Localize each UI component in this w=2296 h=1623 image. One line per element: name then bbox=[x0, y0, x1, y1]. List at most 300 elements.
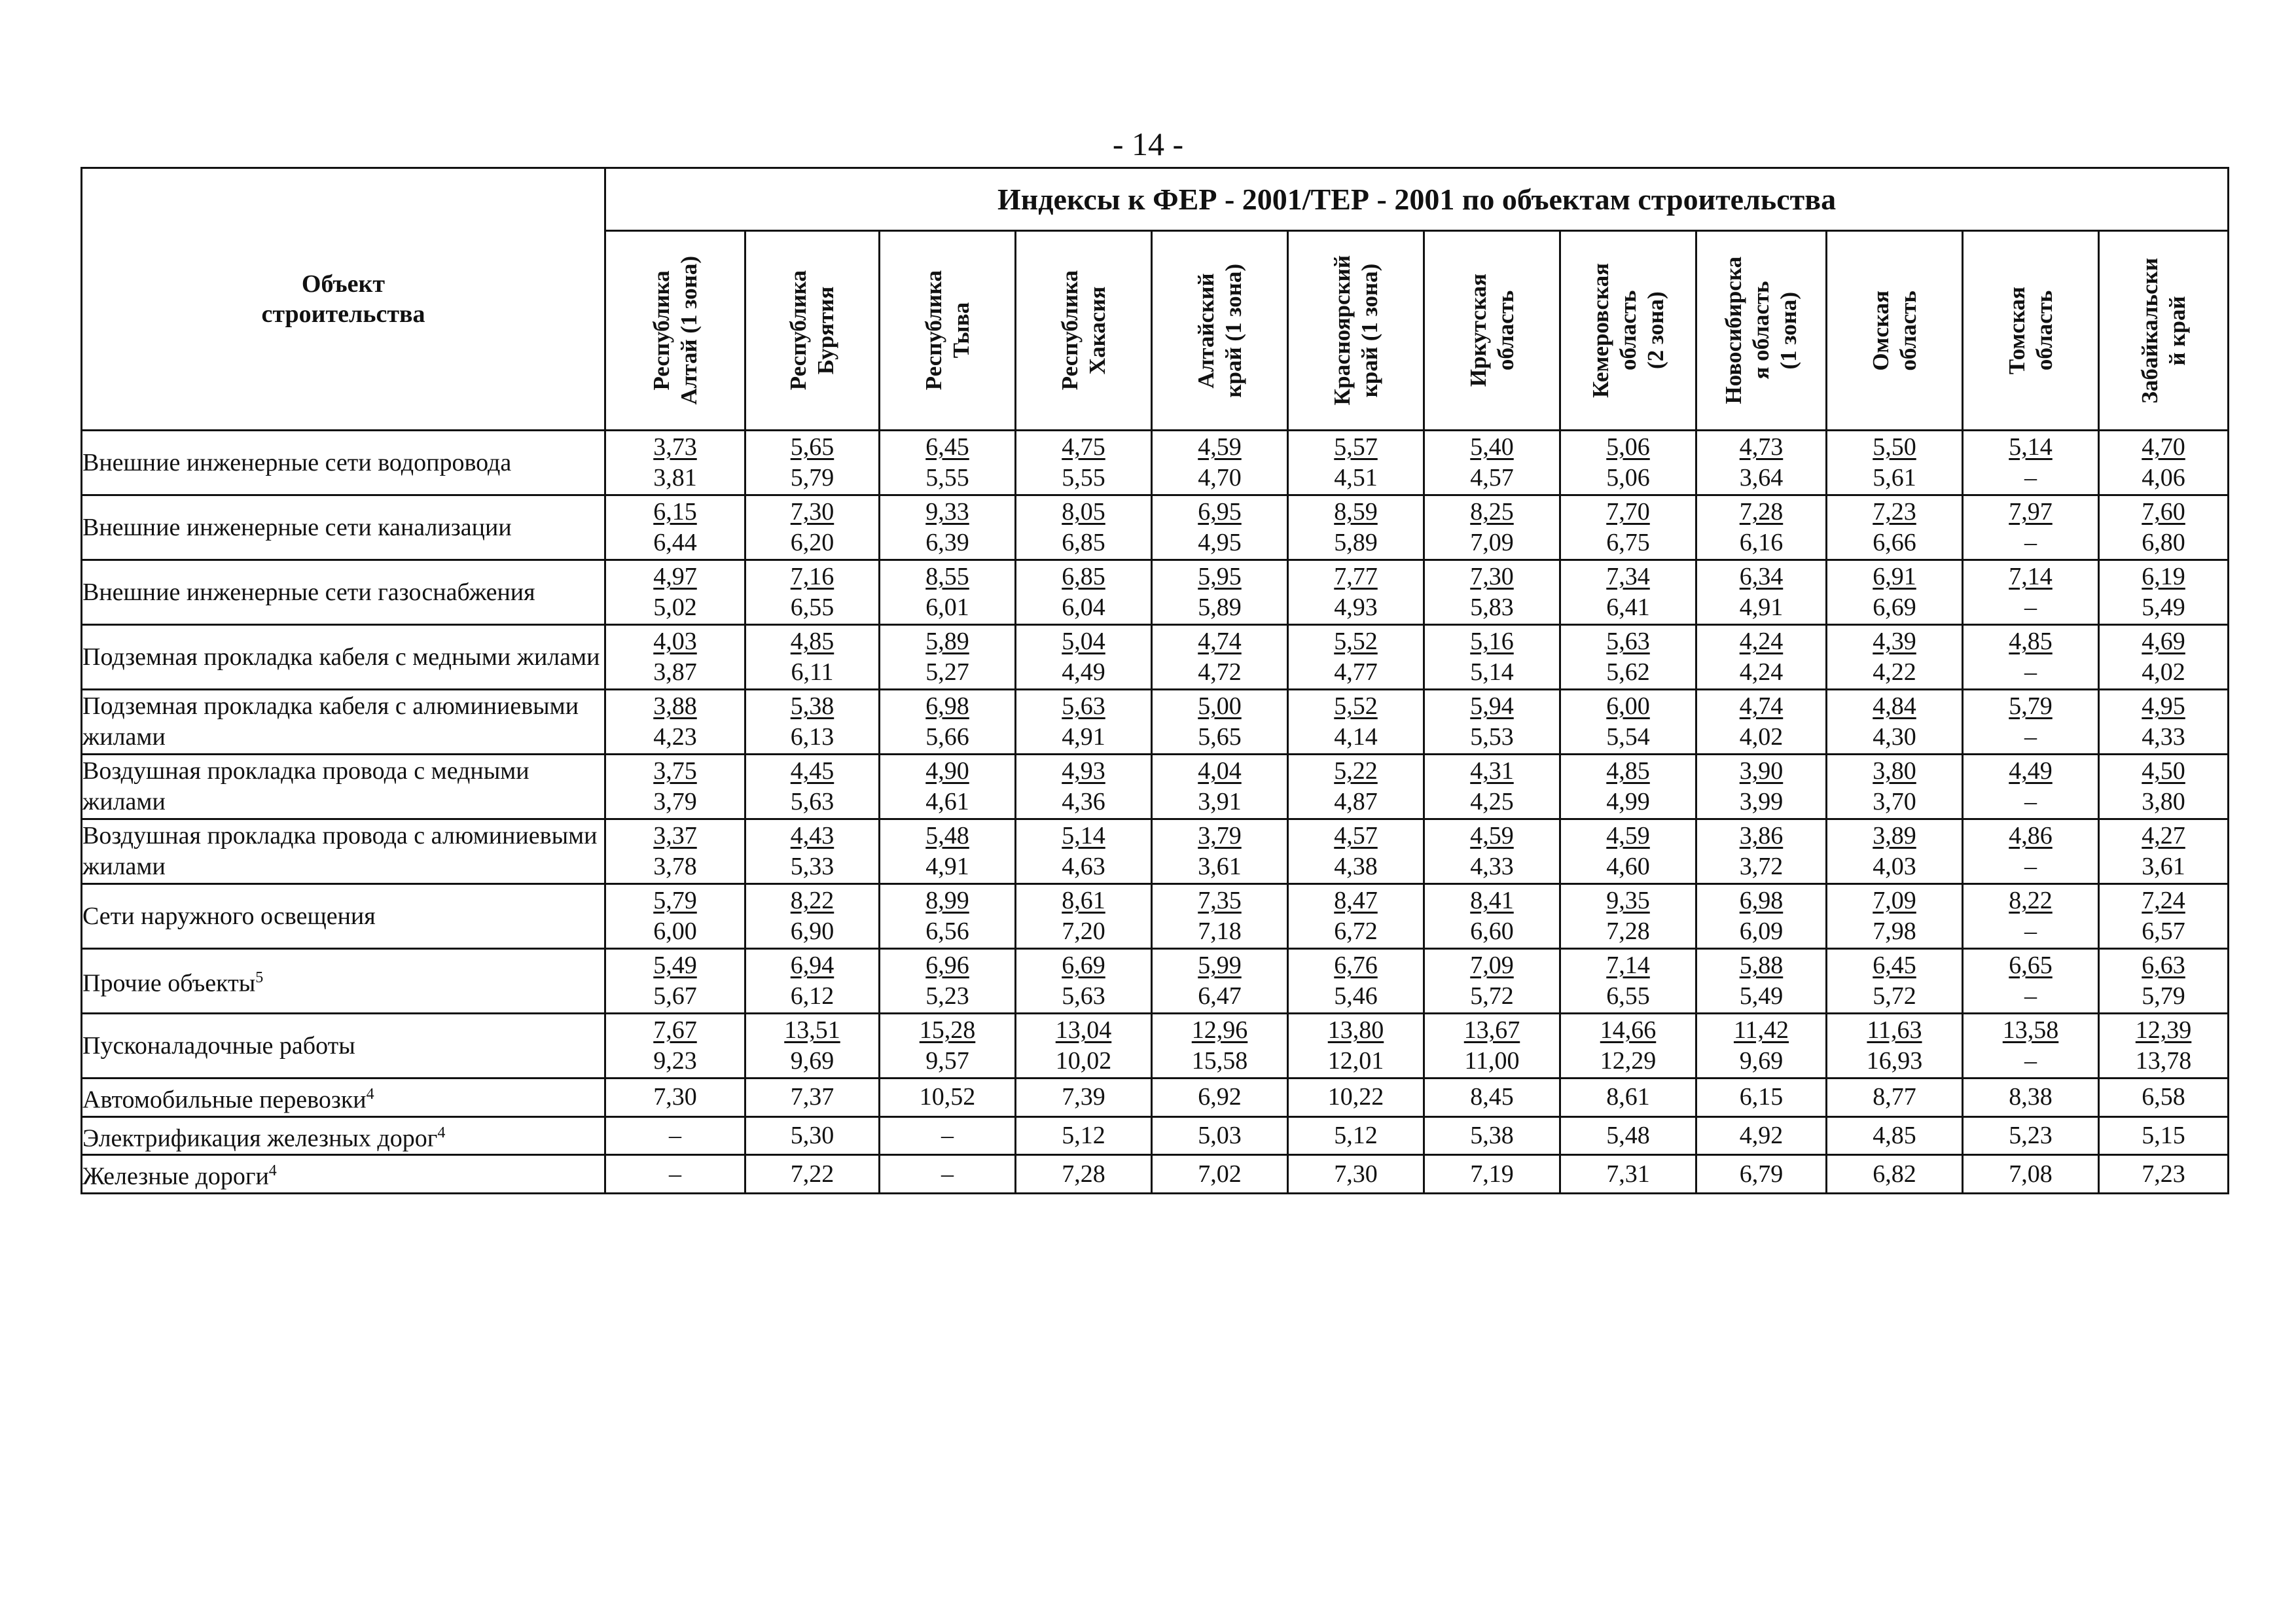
index-value: 8,45 bbox=[1470, 1083, 1514, 1111]
index-value: – bbox=[669, 1121, 681, 1149]
index-value-top: 6,63 bbox=[2142, 952, 2185, 979]
object-column-header bbox=[82, 168, 605, 431]
index-cell bbox=[1016, 949, 1152, 1014]
index-cell bbox=[2099, 884, 2229, 949]
index-value-bottom: 5,79 bbox=[790, 464, 834, 491]
index-cell bbox=[1696, 1079, 1827, 1117]
object-name: Пусконаладочные работы bbox=[82, 1031, 355, 1060]
index-value-top: 6,45 bbox=[1873, 952, 1916, 979]
index-value-bottom: 7,09 bbox=[1470, 529, 1514, 556]
index-value: 8,61 bbox=[1606, 1083, 1650, 1111]
index-value-top: 12,96 bbox=[1191, 1016, 1248, 1044]
index-value-bottom: 3,79 bbox=[653, 788, 697, 815]
index-value-bottom: 4,61 bbox=[925, 788, 969, 815]
index-value-bottom: 4,33 bbox=[1470, 853, 1514, 880]
table-row bbox=[82, 1116, 2229, 1155]
index-cell bbox=[1827, 1155, 1963, 1194]
index-value-top: 7,14 bbox=[1606, 952, 1650, 979]
region-header-label: Омская область bbox=[1867, 290, 1921, 371]
index-value-bottom: 5,67 bbox=[653, 982, 697, 1010]
object-name-cell bbox=[82, 690, 605, 755]
index-value-top: 4,04 bbox=[1198, 757, 1242, 785]
index-value-top: 5,52 bbox=[1334, 692, 1378, 720]
index-cell bbox=[1152, 560, 1288, 625]
index-cell bbox=[745, 819, 880, 884]
object-name: Автомобильные перевозки bbox=[82, 1086, 367, 1114]
index-value-bottom: 5,27 bbox=[925, 658, 969, 686]
index-cell bbox=[1963, 1014, 2099, 1079]
index-cell bbox=[1560, 1155, 1696, 1194]
index-value-bottom: 5,53 bbox=[1470, 723, 1514, 751]
index-value-top: 4,93 bbox=[1062, 757, 1105, 785]
index-value-top: 7,70 bbox=[1606, 498, 1650, 526]
index-value-top: 4,74 bbox=[1739, 692, 1784, 720]
index-cell bbox=[1560, 755, 1696, 819]
index-value-top: 4,59 bbox=[1606, 822, 1650, 849]
index-value-top: 5,40 bbox=[1470, 433, 1514, 461]
index-value-top: 6,96 bbox=[925, 952, 969, 979]
index-value-bottom: 4,36 bbox=[1062, 788, 1105, 815]
index-value-top: 12,39 bbox=[2135, 1016, 2192, 1044]
object-name-cell bbox=[82, 1155, 605, 1194]
index-value-top: 5,89 bbox=[925, 628, 969, 655]
index-cell bbox=[1560, 495, 1696, 560]
index-value-bottom: 6,90 bbox=[790, 918, 834, 945]
index-value-bottom: – bbox=[2024, 853, 2037, 880]
index-cell bbox=[880, 431, 1016, 495]
index-value-top: 4,27 bbox=[2142, 822, 2185, 849]
index-cell bbox=[1016, 495, 1152, 560]
index-value-top: 5,48 bbox=[925, 822, 969, 849]
index-cell bbox=[1424, 625, 1560, 690]
index-cell bbox=[880, 819, 1016, 884]
index-value: 7,30 bbox=[653, 1083, 697, 1111]
index-value-top: 6,34 bbox=[1739, 563, 1784, 590]
index-value: 4,85 bbox=[1873, 1121, 1916, 1149]
index-cell bbox=[1827, 690, 1963, 755]
index-value-bottom: 4,93 bbox=[1334, 594, 1378, 621]
index-value-bottom: 5,33 bbox=[790, 853, 834, 880]
index-value-bottom: 7,18 bbox=[1198, 918, 1242, 945]
index-value-bottom: 6,16 bbox=[1739, 529, 1784, 556]
index-value-top: 4,84 bbox=[1873, 692, 1916, 720]
index-value-top: 6,94 bbox=[790, 952, 834, 979]
index-value-bottom: 4,51 bbox=[1334, 464, 1378, 491]
index-value-bottom: 6,00 bbox=[653, 918, 697, 945]
index-value: 7,37 bbox=[790, 1083, 834, 1111]
index-cell bbox=[605, 560, 745, 625]
index-value-top: 5,95 bbox=[1198, 563, 1242, 590]
index-cell bbox=[1016, 560, 1152, 625]
index-value: 7,30 bbox=[1334, 1160, 1378, 1188]
index-cell bbox=[1288, 560, 1424, 625]
index-cell bbox=[1016, 1079, 1152, 1117]
table-row bbox=[82, 884, 2229, 949]
index-value-bottom: 12,29 bbox=[1600, 1047, 1657, 1075]
index-value-bottom: 9,69 bbox=[1739, 1047, 1784, 1075]
index-cell bbox=[1016, 884, 1152, 949]
index-value-top: 5,00 bbox=[1198, 692, 1242, 720]
index-cell bbox=[1288, 755, 1424, 819]
index-cell bbox=[1424, 431, 1560, 495]
index-value-top: 8,55 bbox=[925, 563, 969, 590]
index-cell bbox=[2099, 819, 2229, 884]
index-cell bbox=[1152, 819, 1288, 884]
index-cell bbox=[1560, 1116, 1696, 1155]
region-header bbox=[2099, 231, 2229, 431]
index-cell bbox=[880, 1116, 1016, 1155]
index-cell bbox=[1016, 690, 1152, 755]
index-value-bottom: 5,89 bbox=[1334, 529, 1378, 556]
index-cell bbox=[605, 884, 745, 949]
object-name-cell bbox=[82, 819, 605, 884]
index-value-bottom: 4,63 bbox=[1062, 853, 1105, 880]
index-value-bottom: 7,28 bbox=[1606, 918, 1650, 945]
index-cell bbox=[1963, 690, 2099, 755]
index-value-bottom: 4,49 bbox=[1062, 658, 1105, 686]
index-value: 6,82 bbox=[1873, 1160, 1916, 1188]
index-cell bbox=[1696, 1155, 1827, 1194]
region-header bbox=[605, 231, 745, 431]
object-name: Сети наружного освещения bbox=[82, 902, 376, 930]
index-cell bbox=[1696, 755, 1827, 819]
index-value-bottom: 6,55 bbox=[1606, 982, 1650, 1010]
index-cell bbox=[880, 1014, 1016, 1079]
index-cell bbox=[1827, 1079, 1963, 1117]
index-cell bbox=[1288, 495, 1424, 560]
index-cell bbox=[745, 949, 880, 1014]
index-cell bbox=[880, 755, 1016, 819]
index-cell bbox=[745, 625, 880, 690]
index-cell bbox=[1016, 431, 1152, 495]
index-cell bbox=[1827, 819, 1963, 884]
index-value-top: 4,85 bbox=[790, 628, 834, 655]
index-value-top: 3,89 bbox=[1873, 822, 1916, 849]
index-value-bottom: 5,66 bbox=[925, 723, 969, 751]
footnote-marker: 4 bbox=[268, 1162, 277, 1180]
index-cell bbox=[2099, 1116, 2229, 1155]
object-name: Электрификация железных дорог bbox=[82, 1124, 438, 1152]
index-cell bbox=[1827, 625, 1963, 690]
index-value: 7,22 bbox=[790, 1160, 834, 1188]
object-name-cell bbox=[82, 1116, 605, 1155]
index-cell bbox=[1827, 431, 1963, 495]
index-cell bbox=[880, 884, 1016, 949]
index-value-top: 4,73 bbox=[1739, 433, 1784, 461]
index-cell bbox=[1696, 1116, 1827, 1155]
index-value-bottom: 4,03 bbox=[1873, 853, 1916, 880]
table-row bbox=[82, 1014, 2229, 1079]
index-cell bbox=[1963, 819, 2099, 884]
index-value-top: 5,04 bbox=[1062, 628, 1105, 655]
index-value-top: 7,67 bbox=[653, 1016, 697, 1044]
index-cell bbox=[2099, 625, 2229, 690]
index-value-bottom: 6,75 bbox=[1606, 529, 1650, 556]
index-value-bottom: 4,23 bbox=[653, 723, 697, 751]
index-value-top: 8,99 bbox=[925, 887, 969, 914]
object-name: Железные дороги bbox=[82, 1162, 269, 1190]
index-value: 7,08 bbox=[2009, 1160, 2053, 1188]
index-cell bbox=[1560, 819, 1696, 884]
index-cell bbox=[1016, 625, 1152, 690]
index-cell bbox=[1152, 690, 1288, 755]
index-cell bbox=[745, 431, 880, 495]
table-row bbox=[82, 949, 2229, 1014]
index-value-top: 14,66 bbox=[1600, 1016, 1657, 1044]
index-value-top: 5,99 bbox=[1198, 952, 1242, 979]
index-cell bbox=[1560, 1079, 1696, 1117]
index-cell bbox=[1016, 1155, 1152, 1194]
index-value-bottom: 6,13 bbox=[790, 723, 834, 751]
index-value-bottom: – bbox=[2024, 982, 2037, 1010]
index-cell bbox=[605, 819, 745, 884]
index-value-top: 9,35 bbox=[1606, 887, 1650, 914]
index-value-bottom: 9,23 bbox=[653, 1047, 697, 1075]
index-value-top: 7,28 bbox=[1739, 498, 1784, 526]
index-value: 10,22 bbox=[1327, 1083, 1384, 1111]
index-cell bbox=[605, 1155, 745, 1194]
index-cell bbox=[745, 884, 880, 949]
index-cell bbox=[1424, 1079, 1560, 1117]
index-value-top: 5,79 bbox=[2009, 692, 2053, 720]
index-value-bottom: 4,02 bbox=[2142, 658, 2185, 686]
index-cell bbox=[745, 560, 880, 625]
table-row bbox=[82, 625, 2229, 690]
index-value-bottom: 6,55 bbox=[790, 594, 834, 621]
index-value-bottom: 5,83 bbox=[1470, 594, 1514, 621]
index-value-bottom: 4,91 bbox=[925, 853, 969, 880]
footnote-marker: 5 bbox=[255, 969, 264, 987]
index-value: – bbox=[941, 1121, 954, 1149]
construction-index-table bbox=[81, 167, 2229, 1194]
index-value-top: 13,58 bbox=[2002, 1016, 2059, 1044]
index-value-top: 5,52 bbox=[1334, 628, 1378, 655]
object-header-text: Объект строительства bbox=[261, 270, 425, 328]
index-cell bbox=[1424, 1014, 1560, 1079]
index-cell bbox=[1016, 819, 1152, 884]
index-cell bbox=[1560, 625, 1696, 690]
index-cell bbox=[605, 1079, 745, 1117]
index-value-bottom: 4,72 bbox=[1198, 658, 1242, 686]
index-value-top: 7,16 bbox=[790, 563, 834, 590]
region-header-label: Республика Алтай (1 зона) bbox=[648, 256, 702, 405]
index-cell bbox=[1424, 819, 1560, 884]
index-value-bottom: 4,06 bbox=[2142, 464, 2185, 491]
index-value-top: 4,39 bbox=[1873, 628, 1916, 655]
index-value: 5,03 bbox=[1198, 1121, 1242, 1149]
index-value-bottom: 5,62 bbox=[1606, 658, 1650, 686]
index-value-bottom: 6,44 bbox=[653, 529, 697, 556]
index-value-top: 8,25 bbox=[1470, 498, 1514, 526]
index-value-top: 4,03 bbox=[653, 628, 697, 655]
object-name: Внешние инженерные сети водопровода bbox=[82, 448, 512, 476]
index-value-top: 7,09 bbox=[1470, 952, 1514, 979]
index-value-bottom: 4,22 bbox=[1873, 658, 1916, 686]
index-cell bbox=[2099, 949, 2229, 1014]
index-value-top: 6,45 bbox=[925, 433, 969, 461]
index-cell bbox=[1288, 431, 1424, 495]
index-cell bbox=[1152, 625, 1288, 690]
index-value-top: 7,35 bbox=[1198, 887, 1242, 914]
index-value-bottom: 4,77 bbox=[1334, 658, 1378, 686]
index-value-top: 5,50 bbox=[1873, 433, 1916, 461]
index-value: 5,15 bbox=[2142, 1121, 2185, 1149]
index-cell bbox=[1696, 1014, 1827, 1079]
table-row bbox=[82, 755, 2229, 819]
index-cell bbox=[2099, 1014, 2229, 1079]
index-value-top: 6,15 bbox=[653, 498, 697, 526]
index-value-top: 4,59 bbox=[1470, 822, 1514, 849]
index-cell bbox=[2099, 1155, 2229, 1194]
index-cell bbox=[1963, 495, 2099, 560]
index-value-bottom: 6,01 bbox=[925, 594, 969, 621]
index-cell bbox=[1696, 560, 1827, 625]
index-value-bottom: 4,14 bbox=[1334, 723, 1378, 751]
region-header bbox=[1827, 231, 1963, 431]
index-cell bbox=[1152, 1116, 1288, 1155]
index-value-top: 7,97 bbox=[2009, 498, 2053, 526]
index-value-bottom: 15,58 bbox=[1191, 1047, 1248, 1075]
index-cell bbox=[1560, 690, 1696, 755]
region-header-label: Забайкальски й край bbox=[2136, 257, 2190, 404]
index-value-top: 6,98 bbox=[925, 692, 969, 720]
index-value-bottom: – bbox=[2024, 788, 2037, 815]
index-value-top: 6,95 bbox=[1198, 498, 1242, 526]
index-cell bbox=[605, 755, 745, 819]
index-cell bbox=[1288, 1079, 1424, 1117]
region-header-label: Алтайский край (1 зона) bbox=[1193, 263, 1246, 398]
region-header-label: Томская область bbox=[2003, 286, 2057, 375]
region-header-label: Республика Хакасия bbox=[1056, 270, 1110, 391]
index-cell bbox=[1152, 949, 1288, 1014]
index-value-bottom: 6,69 bbox=[1873, 594, 1916, 621]
index-value-bottom: 3,99 bbox=[1739, 788, 1784, 815]
index-cell bbox=[1827, 495, 1963, 560]
index-value-bottom: 6,12 bbox=[790, 982, 834, 1010]
index-value-top: 13,04 bbox=[1055, 1016, 1112, 1044]
index-value-bottom: 5,23 bbox=[925, 982, 969, 1010]
index-value-bottom: 5,61 bbox=[1873, 464, 1916, 491]
index-cell bbox=[1152, 755, 1288, 819]
index-value-bottom: 6,11 bbox=[791, 658, 834, 686]
index-value-bottom: 6,39 bbox=[925, 529, 969, 556]
region-header-label: Красноярский край (1 зона) bbox=[1329, 255, 1382, 406]
object-name-cell bbox=[82, 495, 605, 560]
object-name: Внешние инженерные сети канализации bbox=[82, 513, 512, 541]
index-cell bbox=[745, 1079, 880, 1117]
index-value-top: 4,74 bbox=[1198, 628, 1242, 655]
index-value-top: 6,19 bbox=[2142, 563, 2185, 590]
index-value-bottom: 10,02 bbox=[1055, 1047, 1112, 1075]
index-value-bottom: 11,00 bbox=[1464, 1047, 1520, 1075]
index-value-top: 5,57 bbox=[1334, 433, 1378, 461]
index-value-top: 6,00 bbox=[1606, 692, 1650, 720]
index-value-bottom: 6,04 bbox=[1062, 594, 1105, 621]
index-value-bottom: – bbox=[2024, 723, 2037, 751]
index-cell bbox=[1827, 1014, 1963, 1079]
index-cell bbox=[745, 690, 880, 755]
index-value-bottom: 3,80 bbox=[2142, 788, 2185, 815]
index-cell bbox=[1963, 1079, 2099, 1117]
index-cell bbox=[1560, 1014, 1696, 1079]
index-cell bbox=[1827, 755, 1963, 819]
index-cell bbox=[1696, 949, 1827, 1014]
index-value-bottom: 4,60 bbox=[1606, 853, 1650, 880]
index-value-top: 13,80 bbox=[1327, 1016, 1384, 1044]
index-value: 8,38 bbox=[2009, 1083, 2053, 1111]
index-value-bottom: – bbox=[2024, 594, 2037, 621]
index-cell bbox=[1288, 625, 1424, 690]
index-value-top: 11,63 bbox=[1867, 1016, 1922, 1044]
index-value-bottom: 4,91 bbox=[1739, 594, 1784, 621]
table-row bbox=[82, 1079, 2229, 1117]
index-value-bottom: 3,81 bbox=[653, 464, 697, 491]
object-name-cell bbox=[82, 949, 605, 1014]
region-header bbox=[1288, 231, 1424, 431]
index-cell bbox=[1152, 1155, 1288, 1194]
index-value-top: 5,88 bbox=[1739, 952, 1784, 979]
index-cell bbox=[880, 1079, 1016, 1117]
index-cell bbox=[1963, 560, 2099, 625]
index-cell bbox=[745, 1014, 880, 1079]
index-value-bottom: 7,98 bbox=[1873, 918, 1916, 945]
table-row bbox=[82, 690, 2229, 755]
index-cell bbox=[605, 431, 745, 495]
index-value-top: 7,14 bbox=[2009, 563, 2053, 590]
object-name-cell bbox=[82, 1079, 605, 1117]
index-value-bottom: 5,54 bbox=[1606, 723, 1650, 751]
index-value-top: 3,79 bbox=[1198, 822, 1242, 849]
index-cell bbox=[1152, 431, 1288, 495]
index-value-top: 3,37 bbox=[653, 822, 697, 849]
index-cell bbox=[1288, 1155, 1424, 1194]
index-value-top: 8,47 bbox=[1334, 887, 1378, 914]
index-value-top: 5,63 bbox=[1606, 628, 1650, 655]
index-value-bottom: 6,85 bbox=[1062, 529, 1105, 556]
index-cell bbox=[1827, 560, 1963, 625]
index-cell bbox=[1963, 755, 2099, 819]
index-cell bbox=[1963, 1155, 2099, 1194]
index-value-top: 4,85 bbox=[1606, 757, 1650, 785]
index-cell bbox=[1424, 1155, 1560, 1194]
index-cell bbox=[745, 1116, 880, 1155]
index-cell bbox=[2099, 1079, 2229, 1117]
index-value-bottom: 5,49 bbox=[1739, 982, 1784, 1010]
index-value: – bbox=[941, 1160, 954, 1188]
object-name-cell bbox=[82, 755, 605, 819]
index-value: 7,23 bbox=[2142, 1160, 2185, 1188]
object-name: Внешние инженерные сети газоснабжения bbox=[82, 578, 535, 606]
object-name-cell bbox=[82, 560, 605, 625]
region-header bbox=[880, 231, 1016, 431]
region-header bbox=[745, 231, 880, 431]
index-value-top: 3,88 bbox=[653, 692, 697, 720]
index-value-bottom: 4,24 bbox=[1739, 658, 1784, 686]
index-cell bbox=[1963, 1116, 2099, 1155]
index-value: 6,92 bbox=[1198, 1083, 1242, 1111]
index-cell bbox=[1827, 949, 1963, 1014]
index-value-bottom: 5,65 bbox=[1198, 723, 1242, 751]
index-cell bbox=[1424, 755, 1560, 819]
region-header bbox=[1016, 231, 1152, 431]
index-value-bottom: 3,78 bbox=[653, 853, 697, 880]
index-value-top: 7,30 bbox=[1470, 563, 1514, 590]
index-value-bottom: 6,66 bbox=[1873, 529, 1916, 556]
index-value-top: 5,22 bbox=[1334, 757, 1378, 785]
index-value-bottom: 3,70 bbox=[1873, 788, 1916, 815]
index-value-bottom: 5,06 bbox=[1606, 464, 1650, 491]
index-cell bbox=[745, 495, 880, 560]
